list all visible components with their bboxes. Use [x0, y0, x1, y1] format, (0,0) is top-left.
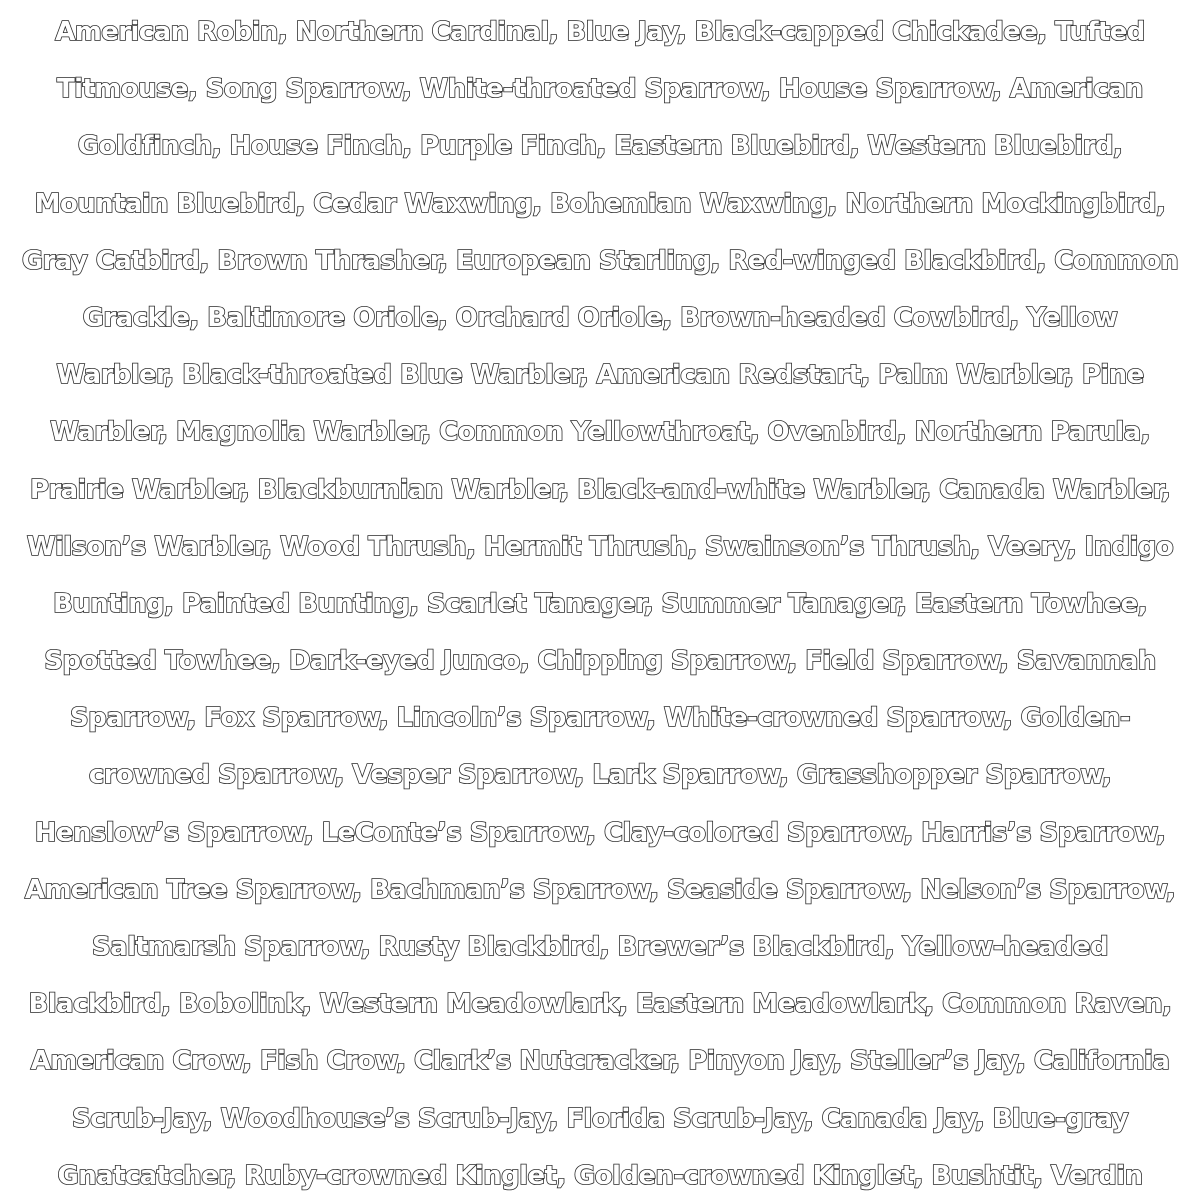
- text-line: Saltmarsh Sparrow, Rusty Blackbird, Brewer’s Blackbird, Yellow-headed: [92, 932, 1108, 962]
- text-line: Grackle, Baltimore Oriole, Orchard Oriole, Brown-headed Cowbird, Yellow: [82, 302, 1118, 333]
- text-line: Titmouse, Song Sparrow, White-throated Sparrow, House Sparrow, American: [57, 74, 1143, 105]
- text-line: crowned Sparrow, Vesper Sparrow, Lark Sparrow, Grasshopper Sparrow,: [88, 760, 1112, 791]
- text-line: Gnatcatcher, Ruby-crowned Kinglet, Golden-crowned Kinglet, Bushtit, Verdin: [57, 1160, 1143, 1191]
- text-line: Henslow’s Sparrow, LeConte’s Sparrow, Clay-colored Sparrow, Harris’s Sparrow,: [34, 817, 1166, 848]
- text-line: American Robin, Northern Cardinal, Blue Jay, Black-capped Chickadee, Tufted: [55, 17, 1145, 47]
- text-line: American Tree Sparrow, Bachman’s Sparrow, Seaside Sparrow, Nelson’s Sparrow,: [24, 874, 1176, 905]
- text-line: Bunting, Painted Bunting, Scarlet Tanager, Summer Tanager, Eastern Towhee,: [53, 588, 1147, 619]
- text-line: Warbler, Magnolia Warbler, Common Yellowthroat, Ovenbird, Northern Parula,: [50, 417, 1150, 448]
- bird-name-text-block: [0, 4, 1200, 1200]
- text-line: Warbler, Black-throated Blue Warbler, American Redstart, Palm Warbler, Pine: [56, 360, 1144, 391]
- text-line: Wilson’s Warbler, Wood Thrush, Hermit Thrush, Swainson’s Thrush, Veery, Indigo: [26, 531, 1174, 562]
- text-line: Sparrow, Fox Sparrow, Lincoln’s Sparrow, White-crowned Sparrow, Golden-: [69, 703, 1131, 734]
- text-line: Gray Catbird, Brown Thrasher, European Starling, Red-winged Blackbird, Common: [21, 245, 1179, 276]
- text-line: Spotted Towhee, Dark-eyed Junco, Chipping Sparrow, Field Sparrow, Savannah: [44, 646, 1156, 677]
- text-line: Blackbird, Bobolink, Western Meadowlark, Eastern Meadowlark, Common Raven,: [28, 989, 1172, 1020]
- text-line: Prairie Warbler, Blackburnian Warbler, Black-and-white Warbler, Canada Warbler,: [29, 474, 1171, 505]
- text-line: Mountain Bluebird, Cedar Waxwing, Bohemian Waxwing, Northern Mockingbird,: [34, 188, 1166, 219]
- text-line: Scrub-Jay, Woodhouse’s Scrub-Jay, Florida Scrub-Jay, Canada Jay, Blue-gray: [72, 1103, 1128, 1134]
- text-line: Goldfinch, House Finch, Purple Finch, Eastern Bluebird, Western Bluebird,: [77, 131, 1123, 162]
- text-line: American Crow, Fish Crow, Clark’s Nutcracker, Pinyon Jay, Steller’s Jay, California: [30, 1046, 1170, 1077]
